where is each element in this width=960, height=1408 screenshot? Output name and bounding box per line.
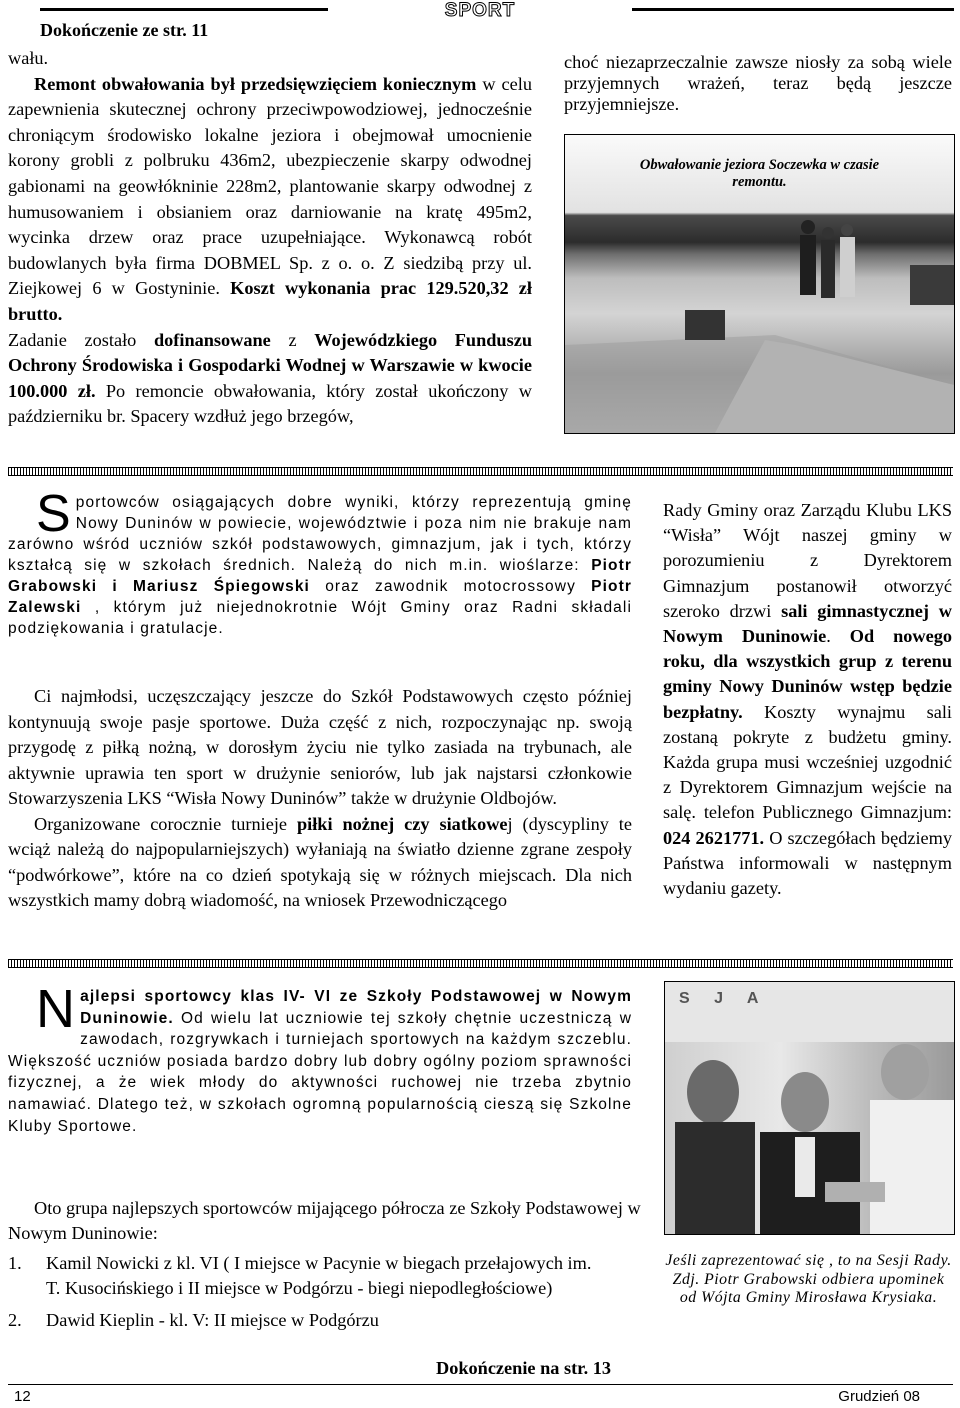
article1-photo xyxy=(564,134,955,434)
article3-dropcap: N xyxy=(36,979,77,1039)
article3-heading: ajlepsi sportowcy klas IV- VI ze Szkoły Podstawowej w Nowym Duninowie. xyxy=(80,988,632,1027)
continued-on: Dokończenie na str. 13 xyxy=(436,1358,612,1378)
header-rule-left xyxy=(40,8,328,11)
article2-para3-a: Organizowane corocznie turnieje xyxy=(34,813,297,834)
article2-intro-c: oraz zawodnik motocrossowy xyxy=(309,578,592,595)
article3-intro-text: Od wielu lat uczniowie tej szkoły chętnie uczestniczą w zawodach, rozgrywkach i turniejach sportowych na każdym szczeblu. Większość uczniów posiada bardzo dobry lub dobry ogólny poziom sprawności fizycznej, a że wiek młody do aktywności ruchowej nie trzeba zbytnio namawiać. Dlatego też, w szkołach ogromną popularnością cieszą się Szkolne Kluby Sportowe. xyxy=(8,1009,632,1135)
article1-para2-d: Wojewódzkiego Funduszu Ochrony Środowiska i Gospodarki Wodnej w Warszawie w kwocie 100.000 zł. xyxy=(8,329,532,401)
article3-photo-caption: Jeśli zaprezentować się , to na Sesji Rady. Zdj. Piotr Grabowski odbiera upominek od Wójta Gminy Mirosława Krysiaka. xyxy=(665,1252,952,1307)
article2-para2: Ci najmłodsi, uczęszczający jeszcze do Szkół Podstawowych często później kontynuują swoje pasje sportowe. Duża część z nich, rozpoczynając np. swoją przygodę z piłką nożną, w dorosłym życiu nie tylko zasiada na trybunach, ale aktywnie uprawia ten sport w drużynie seniorów, lub jak najstarsi członkowie Stowarzyszenia LKS “Wisła Nowy Duninów” także w drużynie Oldbojów. xyxy=(8,686,632,808)
footer-rule xyxy=(8,1384,953,1385)
article1-para1-rest: w celu zapewnienia skutecznej ochrony przeciwpowodziowej, jednocześnie chroniącym środowisko lokalne jeziora i obejmował umocnienie korony grobli z polbruku 436m2, ubezpieczenie skarpy odwodnej gabionami na geowłókninie 228m2, plantowanie skarpy odwodnej z humusowaniem i obsianiem oraz darniowanie na kratę 495m2, wycinka drzew oraz prace uzupełniające. Wykonawcą robót budowlanych była firma DOBMEL Sp. z o. o. Z siedzibą przy ul. Ziejkowej 6 w Gostyninie. xyxy=(8,73,532,299)
article2-body xyxy=(8,684,632,914)
list-item-line1: Kamil Nowicki z kl. VI ( I miejsce w Pacynie w biegach przełajowych im. xyxy=(46,1252,592,1273)
article1-cost: Koszt wykonania prac 129.520,32 zł brutto. xyxy=(8,278,532,324)
article2-right-b: sali gimnastycznej w Nowym Duninowie xyxy=(663,600,952,647)
article2-intro xyxy=(8,485,632,639)
article1-para2-b: dofinansowane xyxy=(153,329,271,350)
article2-intro-b: Piotr Grabowski i Mariusz Śpiegowski xyxy=(8,557,632,595)
article3-photo xyxy=(664,981,955,1235)
section-divider-1 xyxy=(8,467,953,476)
article2-para3 xyxy=(8,812,632,914)
article2-right-f: 024 2621771. xyxy=(663,827,765,848)
article2-intro-d: Piotr Zalewski xyxy=(8,578,632,616)
article1-para2 xyxy=(8,328,532,430)
article1-para2-c: z xyxy=(270,329,315,350)
article3-list xyxy=(8,1196,648,1333)
article3-intro xyxy=(8,979,632,1137)
article2-right-e: Koszty wynajmu sali zostaną pokryte z budżetu gminy. Każda grupa musi wcześniej uzgodnić z Dyrektorem Gimnazjum wejście na salę. telefon Publicznego Gimnazjum: xyxy=(663,701,952,823)
article3-photo-art xyxy=(665,982,954,1234)
article1-col1 xyxy=(8,46,532,430)
article1-para1 xyxy=(8,72,532,328)
article2-dropcap: S xyxy=(36,485,72,543)
issue-date: Grudzień 08 xyxy=(838,1388,920,1405)
article2-right-g: O szczegółach będziemy Państwa informowali w następnym wydaniu gazety. xyxy=(663,827,952,899)
list-item-num: 1. xyxy=(8,1252,22,1273)
article1-para2-a: Zadanie zostało xyxy=(8,329,154,350)
list-item xyxy=(8,1251,648,1302)
article1-lead: wału. xyxy=(8,48,49,68)
article2-right-col xyxy=(663,498,952,901)
continued-from: Dokończenie ze str. 11 xyxy=(40,20,209,40)
article3-list-intro: Oto grupa najlepszych sportowców mijającego półrocza ze Szkoły Podstawowej w Nowym Duninowie: xyxy=(8,1198,641,1244)
list-item-line1: Dawid Kieplin - kl. V: II miejsce w Podgórzu xyxy=(46,1309,379,1330)
article1-para2-e: Po remoncie obwałowania, który został ukończony w październiku br. Spacery wzdłuż jego brzegów, xyxy=(8,380,532,427)
article1-col2: choć niezaprzeczalnie zawsze niosły za sobą wiele przyjemnych wrażeń, teraz będą jeszcze przyjemniejsze. xyxy=(564,52,952,114)
list-item-num: 2. xyxy=(8,1309,22,1330)
article2-para3-b: piłki nożnej czy siatkowe xyxy=(296,813,508,834)
page-number: 12 xyxy=(14,1388,31,1405)
list-item xyxy=(8,1308,648,1333)
article2-intro-e: , którym już niejednokrotnie Wójt Gminy oraz Radni składali podziękowania i gratulacje. xyxy=(8,599,632,637)
article2-right-d: Od nowego roku, dla wszystkich grup z terenu gminy Nowy Duninów wstęp będzie bezpłatny. xyxy=(663,626,952,722)
header-rule-right xyxy=(632,8,954,11)
section-divider-2 xyxy=(8,959,953,968)
list-item-line2: T. Kusocińskiego i II miejsce w Podgórzu - biegi niepodległościowe) xyxy=(46,1278,553,1299)
section-title: SPORT xyxy=(444,0,516,21)
article2-right-a: Rady Gminy oraz Zarządu Klubu LKS “Wisła” Wójt naszej gminy w porozumieniu z Dyrektorem Gimnazjum postanowił otworzyć szeroko drzwi xyxy=(663,500,952,621)
article2-para3-c: j (dyscypliny te wciąż należą do najpopularniejszych) wyłaniają na światło dzienne zgrane zespoły “podwórkowe”, które na co dzień spotykają się w różnych miejscach. Dla nich wszystkich mamy dobrą wiadomość, na wniosek Przewodniczącego xyxy=(8,813,632,910)
article2-intro-a: portowców osiągających dobre wyniki, którzy reprezentują gminę Nowy Duninów w powiecie, województwie i poza nim nie brakuje nam zarówno wśród uczniów szkół podstawowych, gimnazjum, jak i tych, którzy kształcą się w szkołach średnich. Należą do nich m.in. wioślarze: xyxy=(8,494,632,574)
article1-photo-caption: Obwałowanie jeziora Soczewka w czasie remontu. xyxy=(639,157,880,190)
article1-para1-bold: Remont obwałowania był przedsięwzięciem koniecznym xyxy=(34,73,477,94)
article2-right-c: . xyxy=(826,626,850,647)
article3-photo-sign: S J A xyxy=(679,990,769,1007)
